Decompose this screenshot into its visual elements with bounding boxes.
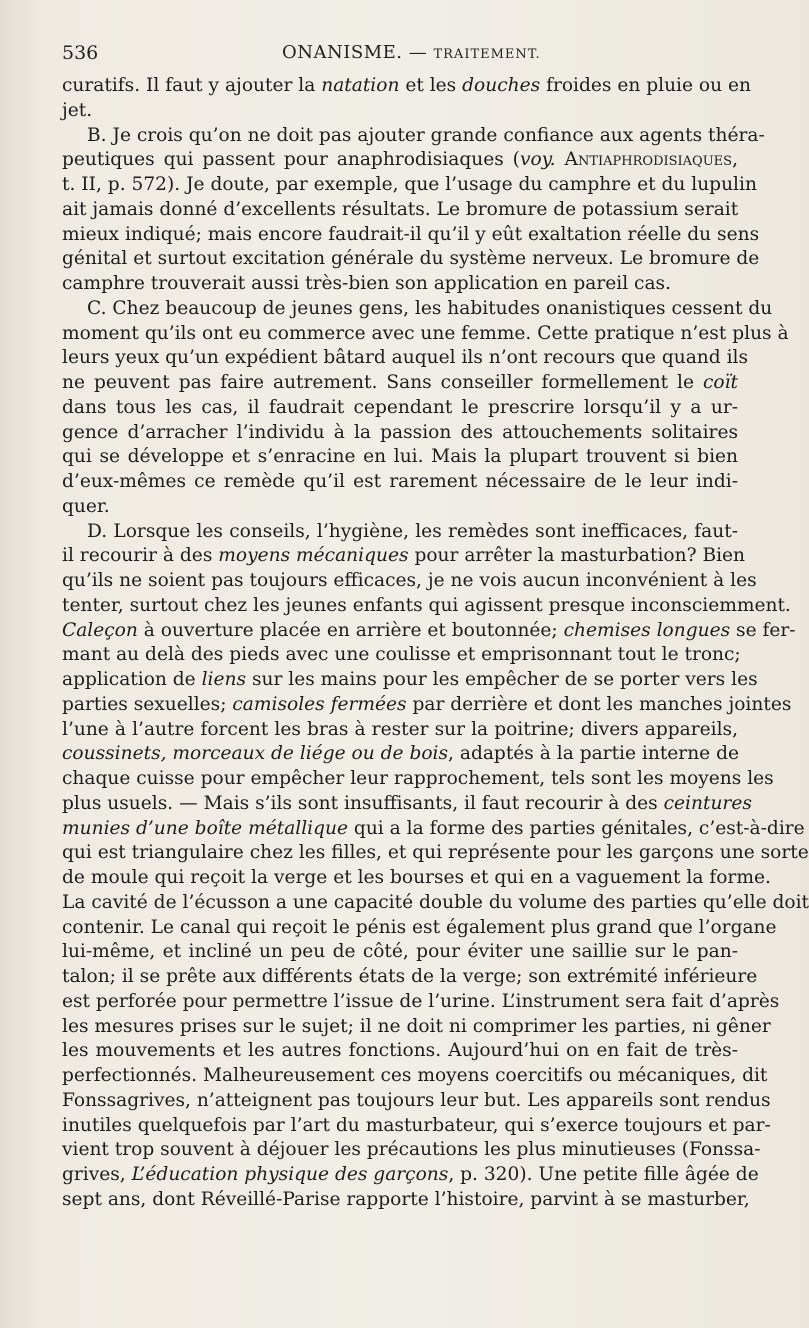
text-run: Fonssagrives, n’atteignent pas toujours leur but. Les appareils sont rendus <box>62 1089 771 1111</box>
text-line <box>62 569 757 594</box>
text-run: application de <box>62 669 202 690</box>
text-run: peutiques qui passent pour anaphrodisiaques ( <box>62 149 520 171</box>
text-line <box>62 767 774 792</box>
text-line <box>62 272 738 297</box>
text-line <box>62 619 796 644</box>
text-run: talon; il se prête aux différents états de la verge; son extrémité inférieure <box>62 966 758 987</box>
text-line <box>62 520 738 545</box>
running-title-main: ONANISME. <box>282 42 403 63</box>
text-run: il recourir à des <box>62 545 219 567</box>
text-run: gence d’arracher l’individu à la passion des attouchements solitaires <box>62 421 738 443</box>
italic-run: coussinets, morceaux de liége ou de bois <box>62 743 449 765</box>
text-run: curatifs. Il faut y ajouter la <box>62 75 322 96</box>
text-run: leurs yeux qu’un expédient bâtard auquel ils n’ont recours que quand ils <box>62 347 749 369</box>
text-line <box>62 668 758 693</box>
text-line <box>62 916 777 941</box>
running-title-separator: — <box>408 42 428 63</box>
small-caps-run: Antiaphrodisiaques <box>564 149 733 171</box>
text-run: tenter, surtout chez les jeunes enfants qui agissent presque inconsciemment. <box>62 594 791 616</box>
text-line <box>62 544 746 569</box>
text-run: à ouverture placée en arrière et boutonnée; <box>137 619 564 641</box>
text-run: et les <box>399 75 463 96</box>
text-run: camphre trouverait aussi très-bien son application en pareil cas. <box>62 273 672 294</box>
text-line <box>62 396 738 421</box>
text-run: qu’ils ne soient pas toujours efficaces, je ne vois aucun inconvénient à les <box>62 570 757 591</box>
text-run: les mesures prises sur le sujet; il ne doit ni comprimer les parties, ni gêner <box>62 1015 771 1037</box>
text-line <box>62 1138 761 1163</box>
italic-run: voy. <box>519 149 556 171</box>
text-run: pour arrêter la masturbation? Bien <box>408 545 746 567</box>
italic-run: natation <box>321 75 400 96</box>
text-run: , adaptés à la partie interne de <box>448 743 739 765</box>
text-run: par derrière et dont les manches jointes <box>406 693 792 715</box>
text-line <box>62 891 809 916</box>
text-run: La cavité de l’écusson a une capacité double du volume des parties qu’elle doit <box>62 891 809 913</box>
text-line <box>62 173 757 198</box>
italic-run: douches <box>462 75 541 96</box>
text-line <box>62 990 780 1015</box>
text-line <box>62 792 752 817</box>
text-line <box>62 247 760 272</box>
italic-run: coït <box>702 372 738 393</box>
text-run: ne peuvent pas faire autrement. Sans conseiller formellement le <box>62 372 703 393</box>
text-line <box>62 1064 768 1089</box>
text-line <box>62 940 738 965</box>
text-run: qui se développe et s’enracine en lui. Mais la plupart trouvent si bien <box>62 446 738 468</box>
text-run: mant au delà des pieds avec une coulisse et emprisonnant tout le tronc; <box>62 644 741 666</box>
text-line <box>62 124 765 149</box>
text-line <box>62 371 738 396</box>
text-run: qui a la forme des parties génitales, c’est-à-dire <box>348 817 805 839</box>
text-run: vient trop souvent à déjouer les précautions les plus minutieuses (Fonssa- <box>62 1139 761 1161</box>
text-line <box>62 1015 771 1040</box>
italic-run: chemises longues <box>563 619 731 641</box>
running-title <box>282 42 541 63</box>
text-line <box>62 1114 771 1139</box>
italic-run: munies d’une boîte métallique <box>62 817 349 839</box>
text-line <box>62 866 771 891</box>
page-header <box>62 40 738 70</box>
text-line <box>62 817 805 842</box>
text-run: D. Lorsque les conseils, l’hygiène, les remèdes sont inefficaces, faut- <box>87 520 738 542</box>
text-run: jet. <box>62 99 93 121</box>
text-line <box>62 223 760 248</box>
text-run: sur les mains pour les empêcher de se porter vers les <box>246 669 758 690</box>
text-run: t. II, p. 572). Je doute, par exemple, que l’usage du camphre et du lupulin <box>62 174 757 195</box>
text-run: , <box>732 149 738 171</box>
text-run: froides en pluie ou en <box>540 75 751 96</box>
text-line <box>62 74 751 99</box>
text-line <box>62 1089 771 1114</box>
text-run: les mouvements et les autres fonctions. Aujourd’hui on en fait de très- <box>62 1040 738 1062</box>
italic-run: Caleçon <box>62 619 138 641</box>
text-run: chaque cuisse pour empêcher leur rapprochement, tels sont les moyens les <box>62 768 774 789</box>
text-run: contenir. Le canal qui reçoit le pénis est également plus grand que l’organe <box>62 916 777 938</box>
text-line <box>62 346 749 371</box>
text-line <box>62 99 738 124</box>
text-run: grives, <box>62 1164 132 1185</box>
text-run: C. Chez beaucoup de jeunes gens, les habitudes onanistiques cessent du <box>87 297 773 319</box>
italic-run: moyens mécaniques <box>218 545 409 567</box>
text-line <box>62 495 738 520</box>
italic-run: camisoles fermées <box>232 693 407 715</box>
text-line <box>62 198 738 223</box>
text-run: génital et surtout excitation générale du système nerveux. Le bromure de <box>62 248 760 270</box>
text-line <box>62 965 758 990</box>
text-run: dans tous les cas, il faudrait cependant le prescrire lorsqu’il y a ur- <box>62 396 738 418</box>
text-line <box>62 718 738 743</box>
italic-run: ceintures <box>663 792 752 814</box>
body-text <box>62 74 809 1213</box>
text-line <box>62 643 741 668</box>
text-run: l’une à l’autre forcent les bras à rester sur la poitrine; divers appareils, <box>62 718 738 740</box>
text-run: inutiles quelquefois par l’art du masturbateur, qui s’exerce toujours et par- <box>62 1114 771 1136</box>
text-run: moment qu’ils ont eu commerce avec une femme. Cette pratique n’est plus à <box>62 322 789 344</box>
text-run: mieux indiqué; mais encore faudrait-il qu’il y eût exaltation réelle du sens <box>62 223 760 245</box>
text-run: ait jamais donné d’excellents résultats. Le bromure de potassium serait <box>62 198 739 220</box>
text-run: qui est triangulaire chez les filles, et qui représente pour les garçons une sorte <box>62 842 809 864</box>
text-run: plus usuels. — Mais s’ils sont insuffisants, il faut recourir à des <box>62 792 664 814</box>
running-title-sub: TRAITEMENT. <box>433 47 541 62</box>
text-line <box>62 1039 738 1064</box>
text-run: perfectionnés. Malheureusement ces moyens coercitifs ou mécaniques, dit <box>62 1065 768 1086</box>
text-run: se fer- <box>730 619 796 641</box>
text-line <box>62 421 738 446</box>
text-line <box>62 148 738 173</box>
text-run: de moule qui reçoit la verge et les bourses et qui en a vaguement la forme. <box>62 867 771 888</box>
italic-run: liens <box>201 669 247 690</box>
text-run: parties sexuelles; <box>62 693 233 715</box>
text-line <box>62 1188 750 1213</box>
text-line <box>62 322 789 347</box>
text-line <box>62 841 809 866</box>
page-number: 536 <box>62 42 99 64</box>
text-line <box>62 445 738 470</box>
text-line <box>62 470 738 495</box>
text-run: sept ans, dont Réveillé-Parise rapporte l’histoire, parvint à se masturber, <box>62 1188 750 1210</box>
text-run <box>556 149 565 170</box>
italic-run: L’éducation physique des garçons <box>131 1164 449 1185</box>
text-line <box>62 297 773 322</box>
text-line <box>62 742 738 767</box>
text-run: B. Je crois qu’on ne doit pas ajouter grande confiance aux agents théra- <box>87 124 765 146</box>
text-line <box>62 693 792 718</box>
text-run: d’eux-mêmes ce remède qu’il est rarement nécessaire de le leur indi- <box>62 471 738 492</box>
text-line <box>62 1163 759 1188</box>
text-run: est perforée pour permettre l’issue de l’urine. L’instrument sera fait d’après <box>62 990 780 1012</box>
text-run: lui-même, et incliné un peu de côté, pour éviter une saillie sur le pan- <box>62 941 738 963</box>
text-run: quer. <box>62 495 110 517</box>
text-run: , p. 320). Une petite fille âgée de <box>448 1164 759 1185</box>
text-line <box>62 594 791 619</box>
